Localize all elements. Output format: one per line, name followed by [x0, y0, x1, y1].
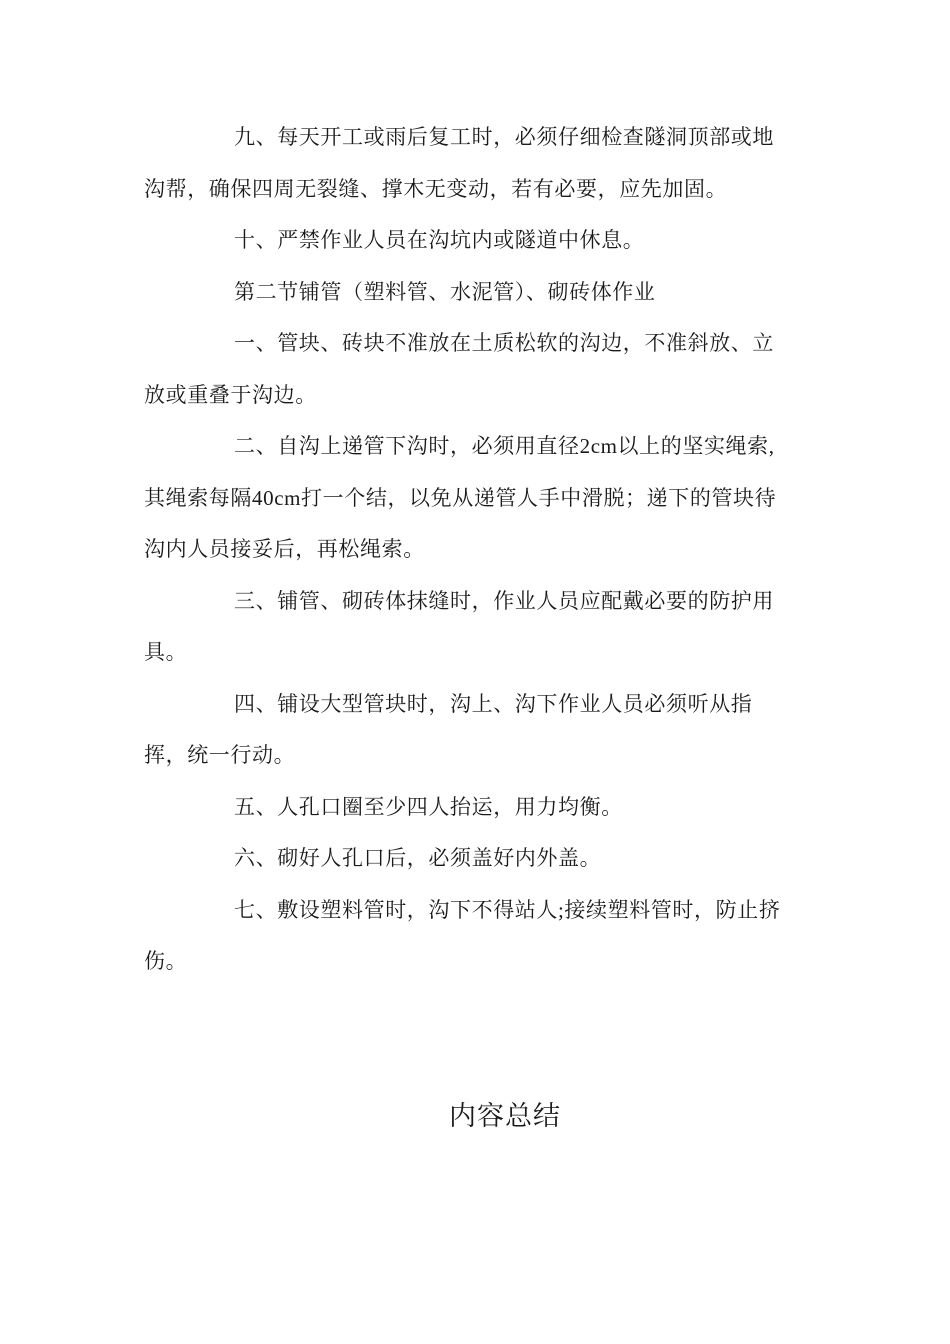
- paragraph-1: [144, 318, 809, 421]
- paragraph-2: [144, 421, 809, 576]
- summary-title: 内容总结: [449, 1101, 561, 1131]
- paragraph-4: [144, 679, 809, 782]
- paragraph-line: 九、每天开工或雨后复工时，必须仔细检查隧洞顶部或地: [234, 125, 774, 149]
- paragraph-5: [144, 782, 809, 834]
- paragraph-line: 四、铺设大型管块时，沟上、沟下作业人员必须听从指: [234, 691, 753, 716]
- paragraph-line: 五、人孔口圈至少四人抬运，用力均衡。: [234, 794, 623, 819]
- section-heading: [144, 267, 809, 319]
- paragraph-line: 其绳索每隔40cm打一个结，以免从递管人手中滑脱；递下的管块待: [144, 485, 777, 510]
- paragraph-line: 沟内人员接妥后，再松绳索。: [144, 537, 425, 561]
- paragraph-line: 伤。: [144, 949, 188, 973]
- section-title: 第二节铺管（塑料管、水泥管）、砌砖体作业: [234, 279, 656, 304]
- paragraph-line: 二、自沟上递管下沟时，必须用直径2cm以上的坚实绳索,: [234, 434, 775, 458]
- paragraph-line: 六、砌好人孔口后，必须盖好内外盖。: [234, 846, 602, 870]
- paragraph-line: 七、敷设塑料管时，沟下不得站人;接续塑料管时，防止挤: [234, 897, 781, 922]
- paragraph-line: 十、严禁作业人员在沟坑内或隧道中休息。: [234, 228, 645, 252]
- paragraph-9: [144, 112, 809, 215]
- paragraph-line: 沟帮，确保四周无裂缝、撑木无变动，若有必要，应先加固。: [144, 176, 728, 201]
- paragraph-3: [144, 576, 809, 679]
- paragraph-7: [144, 885, 809, 988]
- paragraph-line: 放或重叠于沟边。: [144, 382, 317, 407]
- paragraph-10: [144, 215, 809, 267]
- paragraph-6: [144, 833, 809, 885]
- paragraph-line: 具。: [144, 640, 188, 664]
- document-body: [144, 112, 809, 988]
- paragraph-line: 三、铺管、砌砖体抹缝时，作业人员应配戴必要的防护用: [234, 588, 774, 613]
- paragraph-line: 挥，统一行动。: [144, 743, 296, 767]
- paragraph-line: 一、管块、砖块不准放在土质松软的沟边，不准斜放、立: [234, 331, 774, 355]
